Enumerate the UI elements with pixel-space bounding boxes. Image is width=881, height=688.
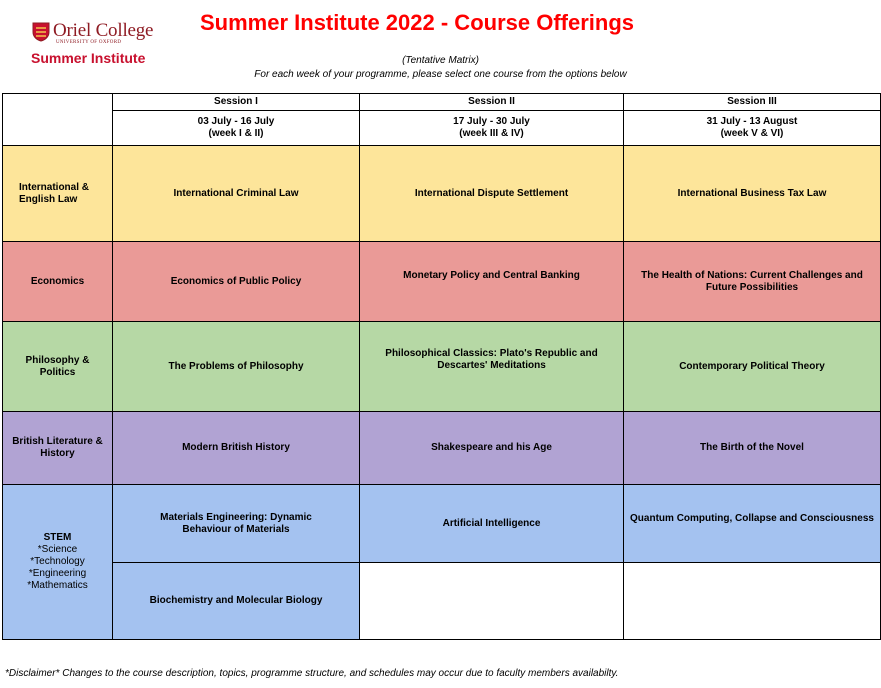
session-dates-cell bbox=[624, 111, 881, 146]
course-cell: Biochemistry and Molecular Biology bbox=[113, 563, 360, 640]
course-cell: The Birth of the Novel bbox=[624, 412, 881, 485]
session-header-row bbox=[3, 94, 881, 111]
session-dates: 03 July - 16 July bbox=[197, 116, 275, 127]
corner-cell bbox=[3, 94, 113, 146]
course-cell: Monetary Policy and Central Banking bbox=[360, 242, 624, 322]
page-title: Summer Institute 2022 - Course Offerings bbox=[200, 10, 634, 35]
table-row bbox=[3, 412, 881, 485]
session-dates-cell bbox=[113, 111, 360, 146]
course-cell: Shakespeare and his Age bbox=[360, 412, 624, 485]
session-name: Session I bbox=[113, 94, 360, 111]
stem-sub-item: *Mathematics bbox=[27, 580, 88, 591]
session-dates: 17 July - 30 July bbox=[453, 116, 530, 127]
course-cell: Quantum Computing, Collapse and Consciousness bbox=[624, 485, 881, 563]
course-cell: Materials Engineering: Dynamic Behaviour of Materials bbox=[113, 485, 360, 563]
table-row bbox=[3, 322, 881, 412]
page-instruction: For each week of your programme, please select one course from the options below bbox=[254, 69, 627, 80]
category-label: STEM bbox=[43, 532, 72, 543]
logo-program-name: Summer Institute bbox=[31, 50, 146, 66]
course-cell: International Business Tax Law bbox=[624, 146, 881, 242]
session-dates-row bbox=[3, 111, 881, 146]
stem-sub-item: *Engineering bbox=[28, 568, 87, 579]
course-cell: Philosophical Classics: Plato's Republic and Descartes' Meditations bbox=[360, 322, 624, 412]
page-subtitle: (Tentative Matrix) bbox=[402, 55, 479, 66]
stem-sub-item: *Science bbox=[37, 544, 78, 555]
table-row bbox=[3, 563, 881, 640]
course-cell: Modern British History bbox=[113, 412, 360, 485]
session-name: Session II bbox=[360, 94, 624, 111]
session-weeks: (week V & VI) bbox=[720, 128, 784, 139]
table-row bbox=[3, 146, 881, 242]
category-cell-stem bbox=[3, 485, 113, 640]
empty-cell bbox=[360, 563, 624, 640]
course-cell: International Dispute Settlement bbox=[360, 146, 624, 242]
session-weeks: (week I & II) bbox=[208, 128, 264, 139]
course-cell: International Criminal Law bbox=[113, 146, 360, 242]
category-cell: Economics bbox=[3, 242, 113, 322]
session-weeks: (week III & IV) bbox=[459, 128, 524, 139]
category-cell: British Literature & History bbox=[3, 412, 113, 485]
category-cell: International & English Law bbox=[3, 146, 113, 242]
empty-cell bbox=[624, 563, 881, 640]
course-cell: Artificial Intelligence bbox=[360, 485, 624, 563]
logo-university-name: UNIVERSITY OF OXFORD bbox=[56, 40, 122, 45]
college-crest-icon bbox=[32, 22, 50, 42]
category-cell: Philosophy & Politics bbox=[3, 322, 113, 412]
session-dates-cell bbox=[360, 111, 624, 146]
course-matrix-table bbox=[2, 93, 881, 640]
table-row bbox=[3, 485, 881, 563]
stem-sub-item: *Technology bbox=[30, 556, 85, 567]
logo-college-name: Oriel College bbox=[53, 20, 154, 41]
course-cell: Contemporary Political Theory bbox=[624, 322, 881, 412]
session-dates: 31 July - 13 August bbox=[706, 116, 798, 127]
session-name: Session III bbox=[624, 94, 881, 111]
course-cell: The Health of Nations: Current Challenges and Future Possibilities bbox=[624, 242, 881, 322]
course-cell: The Problems of Philosophy bbox=[113, 322, 360, 412]
course-cell: Economics of Public Policy bbox=[113, 242, 360, 322]
table-row bbox=[3, 242, 881, 322]
disclaimer-note: *Disclaimer* Changes to the course description, topics, programme structure, and schedules may occur due to faculty members availabilty. bbox=[5, 668, 619, 679]
